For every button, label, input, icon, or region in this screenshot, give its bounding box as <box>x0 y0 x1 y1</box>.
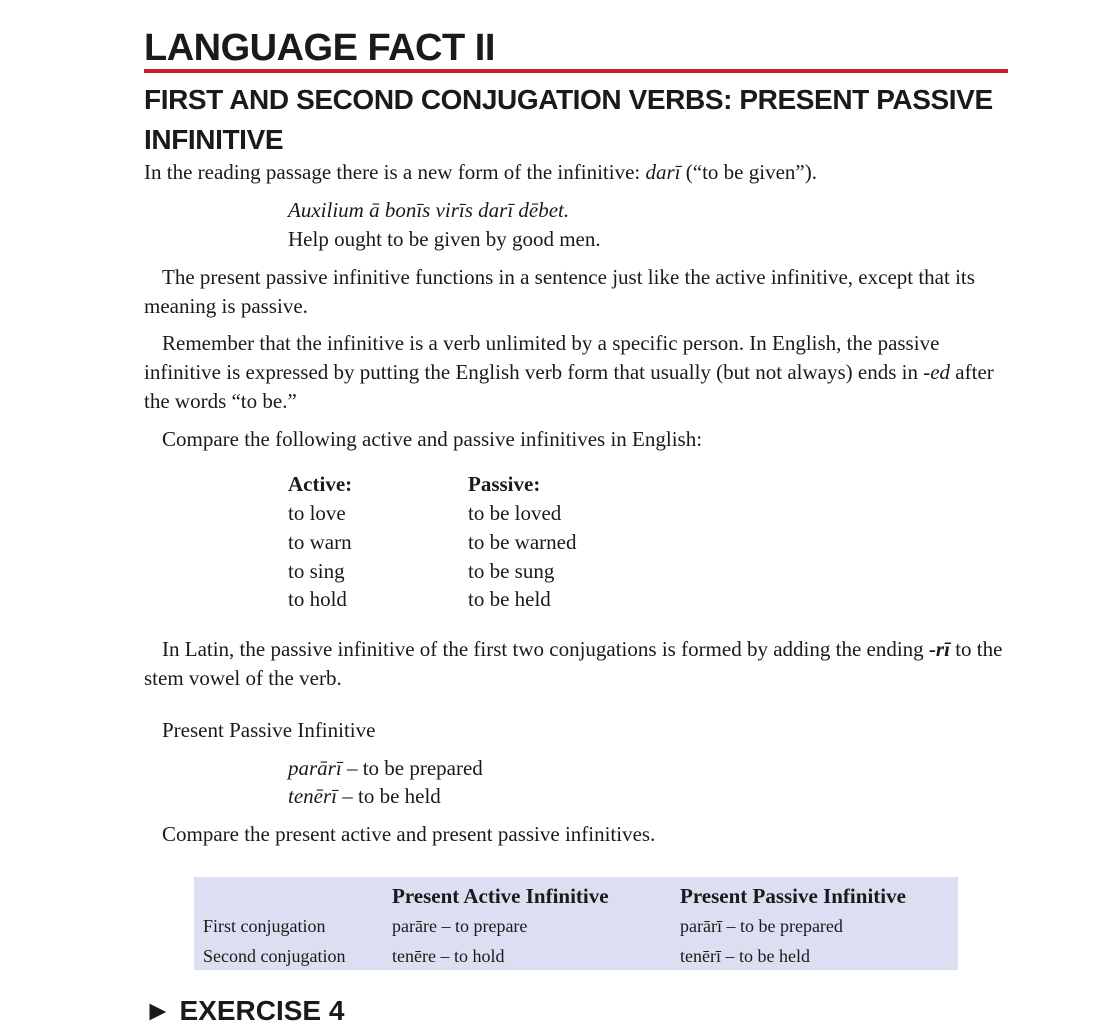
ppi-meaning: – to be prepared <box>341 756 483 780</box>
intro-paragraph <box>144 158 1008 187</box>
passive-cell: to be sung <box>468 559 555 583</box>
row-label: First conjugation <box>203 916 326 936</box>
intro-text-end: (“to be given”). <box>680 160 817 184</box>
column-header-passive: Present Passive Infinitive <box>680 884 906 908</box>
active-cell: to love <box>288 501 346 525</box>
passive-header: Passive: <box>468 472 541 496</box>
section-subheading: FIRST AND SECOND CONJUGATION VERBS: PRESENT PASSIVE INFINITIVE <box>144 84 993 155</box>
heading-rule <box>144 69 1008 73</box>
ppi-label: Present Passive Infinitive <box>162 718 376 742</box>
active-cell: to sing <box>288 559 345 583</box>
paragraph-2-text-end: after the words “to be.” <box>144 360 994 413</box>
passive-cell: to be warned <box>468 530 577 554</box>
active-cell: to hold <box>288 587 347 611</box>
intro-form: darī <box>645 160 681 184</box>
ppi-latin: parārī <box>288 756 342 780</box>
active-header: Active: <box>288 472 353 496</box>
comparison-table <box>194 877 958 970</box>
paragraph-2 <box>144 329 1008 416</box>
example-english: Help ought to be given by good men. <box>288 227 601 251</box>
paragraph-4 <box>144 635 1008 693</box>
passive-cell: to be loved <box>468 501 562 525</box>
passive-cell: parārī – to be prepared <box>680 916 843 936</box>
paragraph-3: Compare the following active and passive infinitives in English: <box>162 427 703 451</box>
paragraph-2-text: Remember that the infinitive is a verb unlimited by a specific person. In English, the passive infinitive is expressed by putting the English verb form that usually (but not always) ends in <box>144 331 940 384</box>
ppi-example <box>288 754 483 783</box>
paragraph-4-text: In Latin, the passive infinitive of the first two conjugations is formed by adding the ending <box>162 637 929 661</box>
passive-cell: tenērī – to be held <box>680 946 810 966</box>
example-latin: Auxilium ā bonīs virīs darī dēbet. <box>288 198 570 222</box>
paragraph-5: Compare the present active and present passive infinitives. <box>162 822 656 846</box>
passive-cell: to be held <box>468 587 551 611</box>
intro-text: In the reading passage there is a new form of the infinitive: <box>144 160 646 184</box>
next-section-heading: ► EXERCISE 4 <box>144 995 345 1026</box>
paragraph-4-text-end: to the stem vowel of the verb. <box>144 637 1003 690</box>
ppi-example <box>288 782 441 811</box>
column-header-active: Present Active Infinitive <box>392 884 609 908</box>
row-label: Second conjugation <box>203 946 346 966</box>
ppi-meaning: – to be held <box>336 784 441 808</box>
ppi-latin: tenērī <box>288 784 337 808</box>
active-cell: to warn <box>288 530 352 554</box>
active-cell: tenēre – to hold <box>392 946 505 966</box>
active-cell: parāre – to prepare <box>392 916 528 936</box>
paragraph-4-ending: -rī <box>928 637 950 661</box>
paragraph-1: The present passive infinitive functions in a sentence just like the active infinitive, except that its meaning is passive. <box>144 265 975 318</box>
paragraph-2-ending: -ed <box>923 360 951 384</box>
section-heading: LANGUAGE FACT II <box>144 27 495 69</box>
